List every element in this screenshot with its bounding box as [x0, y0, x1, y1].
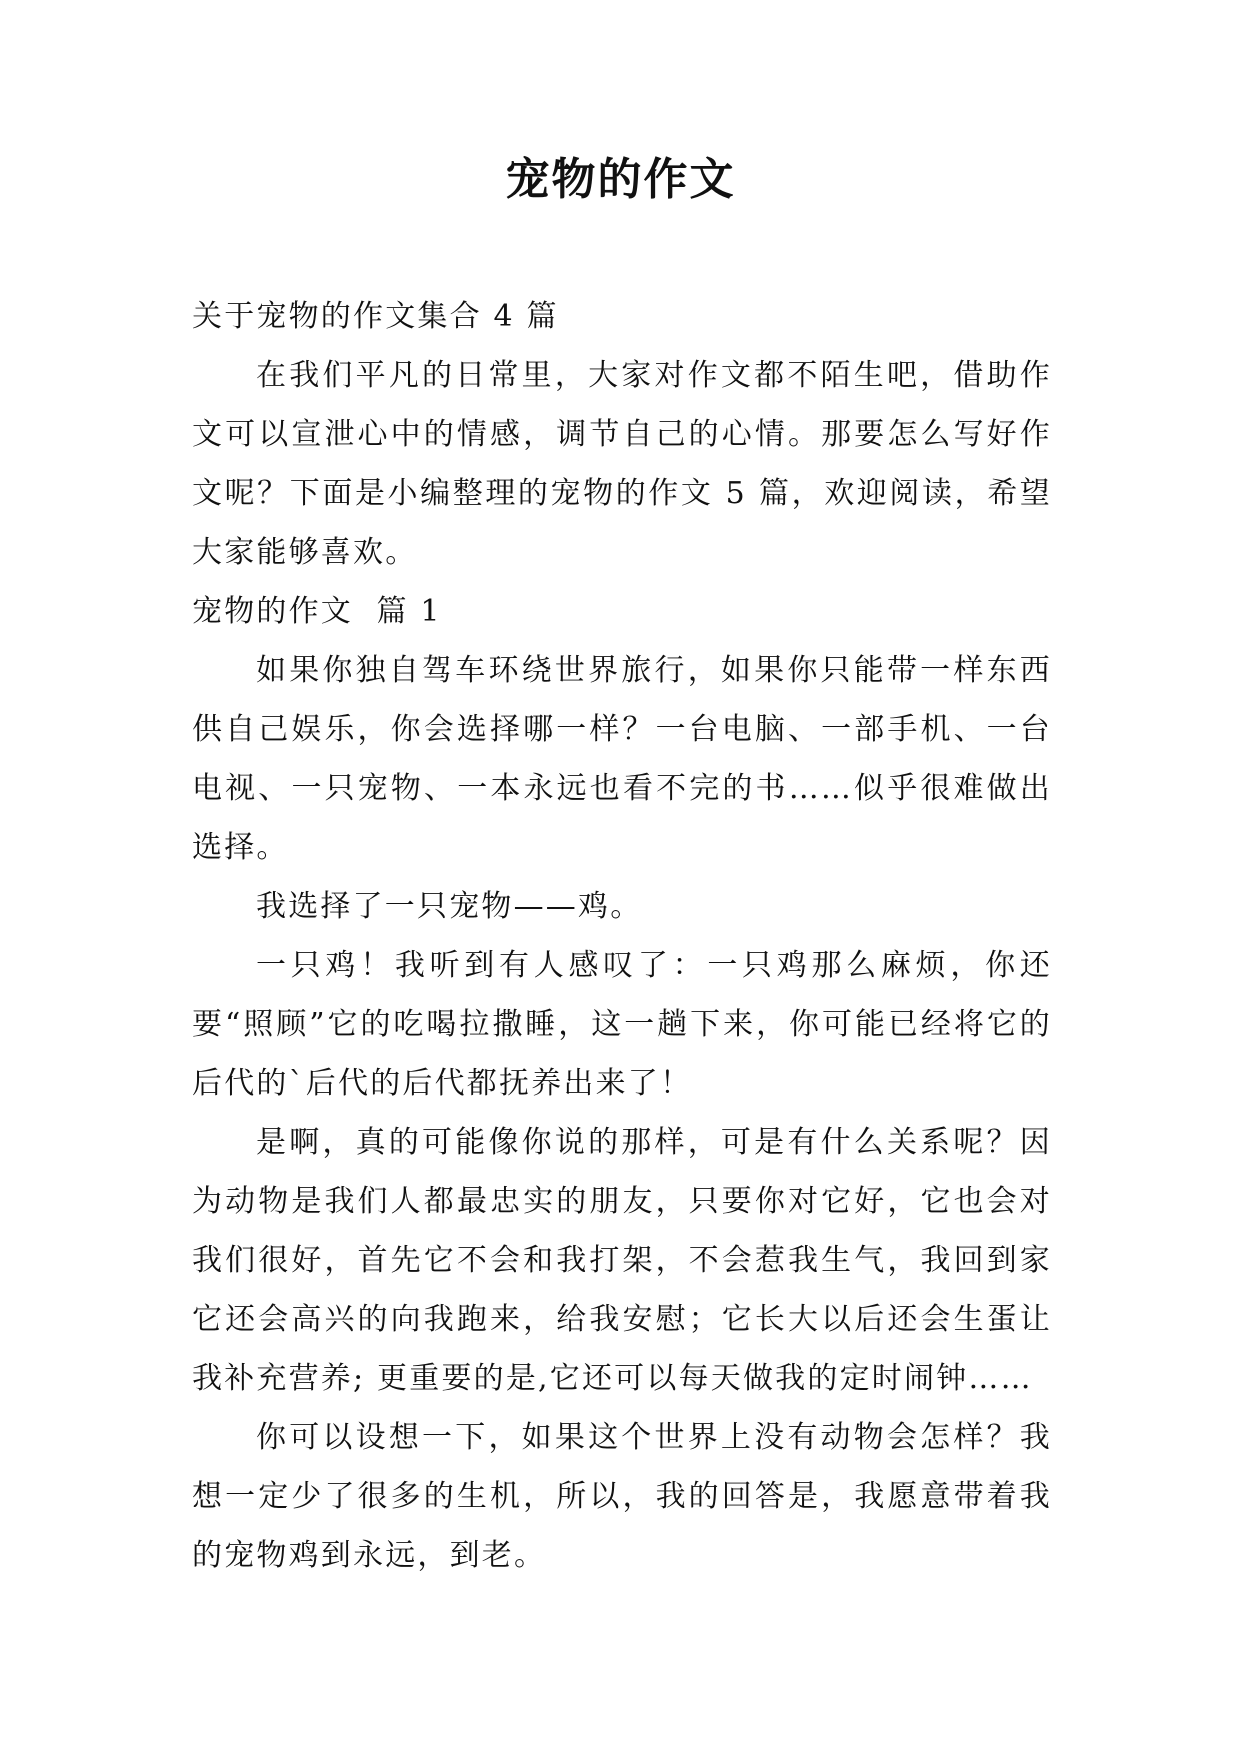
collection-subtitle: 关于宠物的作文集合 4 篇: [192, 299, 559, 334]
body-paragraph: 是啊，真的可能像你说的那样，可是有什么关系呢？因为动物是我们人都最忠实的朋友，只要你对它好，它也会对我们很好，首先它不会和我打架，不会惹我生气，我回到家它还会高兴的向我跑来，给我安慰；它长大以后还会生蛋让我补充营养; 更重要的是,它还可以每天做我的定时闹钟……: [192, 1125, 1052, 1396]
section-heading: 宠物的作文 篇 1: [192, 594, 442, 629]
body-paragraph: 你可以设想一下，如果这个世界上没有动物会怎样？我想一定少了很多的生机，所以，我的回答是，我愿意带着我的宠物鸡到永远，到老。: [192, 1420, 1052, 1573]
document-body: [192, 287, 1052, 1585]
body-paragraph: 如果你独自驾车环绕世界旅行，如果你只能带一样东西供自己娱乐，你会选择哪一样？一台电脑、一部手机、一台电视、一只宠物、一本永远也看不完的书……似乎很难做出选择。: [192, 653, 1052, 865]
document-title: 宠物的作文: [505, 154, 736, 205]
intro-paragraph: 在我们平凡的日常里，大家对作文都不陌生吧，借助作文可以宣泄心中的情感，调节自己的心情。那要怎么写好作文呢？下面是小编整理的宠物的作文 5 篇，欢迎阅读，希望大家能够喜欢。: [192, 358, 1052, 570]
body-paragraph: 一只鸡！我听到有人感叹了：一只鸡那么麻烦，你还要“照顾”它的吃喝拉撒睡，这一趟下来，你可能已经将它的后代的`后代的后代都抚养出来了！: [192, 948, 1052, 1101]
body-paragraph: 我选择了一只宠物——鸡。: [256, 889, 643, 924]
